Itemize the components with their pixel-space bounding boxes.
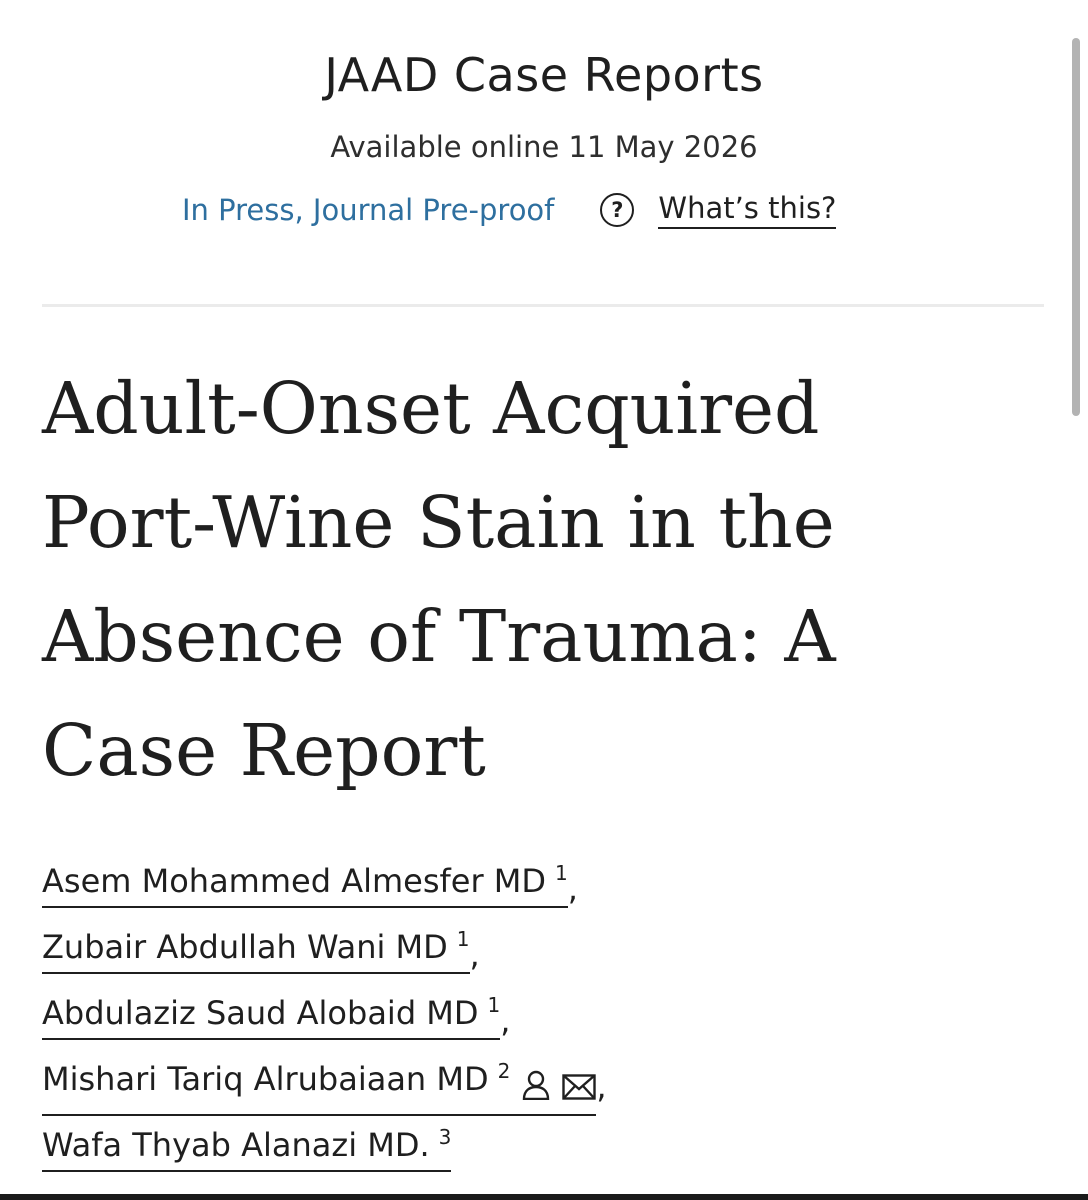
author-entry xyxy=(42,858,1042,924)
available-online-date: Available online 11 May 2026 xyxy=(330,130,758,164)
affiliation-number: 3 xyxy=(438,1125,452,1149)
affiliation-number: 1 xyxy=(487,993,501,1017)
scrollbar[interactable] xyxy=(1070,0,1088,1200)
question-circle-icon[interactable]: ? xyxy=(600,193,634,227)
author-separator: , xyxy=(567,870,578,908)
header-divider xyxy=(42,304,1044,307)
author-entry xyxy=(42,990,1042,1056)
author-entry xyxy=(42,924,1042,990)
author-name: Zubair Abdullah Wani MD xyxy=(42,928,448,966)
author-link[interactable] xyxy=(42,924,470,974)
publication-status-row xyxy=(182,186,836,234)
author-link[interactable] xyxy=(42,1056,596,1116)
author-separator: , xyxy=(469,936,480,974)
affiliation-number: 1 xyxy=(456,927,470,951)
author-separator: , xyxy=(500,1002,511,1040)
author-name: Asem Mohammed Almesfer MD xyxy=(42,862,547,900)
bottom-edge xyxy=(0,1194,1088,1200)
affiliation-number: 2 xyxy=(497,1059,511,1083)
whats-this-link[interactable]: What’s this? xyxy=(658,191,836,229)
article-title: Adult-Onset Acquired Port-Wine Stain in the Absence of Trauma: A Case Report xyxy=(42,367,836,792)
author-list xyxy=(42,858,1042,1188)
author-link[interactable] xyxy=(42,990,500,1040)
scrollbar-thumb[interactable] xyxy=(1072,38,1080,416)
author-entry xyxy=(42,1122,1042,1188)
author-link[interactable] xyxy=(42,1122,451,1172)
author-entry xyxy=(42,1056,1042,1122)
author-link[interactable] xyxy=(42,858,568,908)
author-name: Wafa Thyab Alanazi MD. xyxy=(42,1126,430,1164)
author-separator: , xyxy=(596,1068,607,1106)
in-press-status: In Press, Journal Pre-proof xyxy=(182,193,555,227)
author-name: Abdulaziz Saud Alobaid MD xyxy=(42,994,479,1032)
affiliation-number: 1 xyxy=(555,861,568,885)
journal-title[interactable]: JAAD Case Reports xyxy=(324,48,764,102)
person-icon[interactable] xyxy=(522,1066,550,1112)
mail-icon[interactable] xyxy=(562,1066,596,1112)
author-name: Mishari Tariq Alrubaiaan MD xyxy=(42,1060,489,1098)
